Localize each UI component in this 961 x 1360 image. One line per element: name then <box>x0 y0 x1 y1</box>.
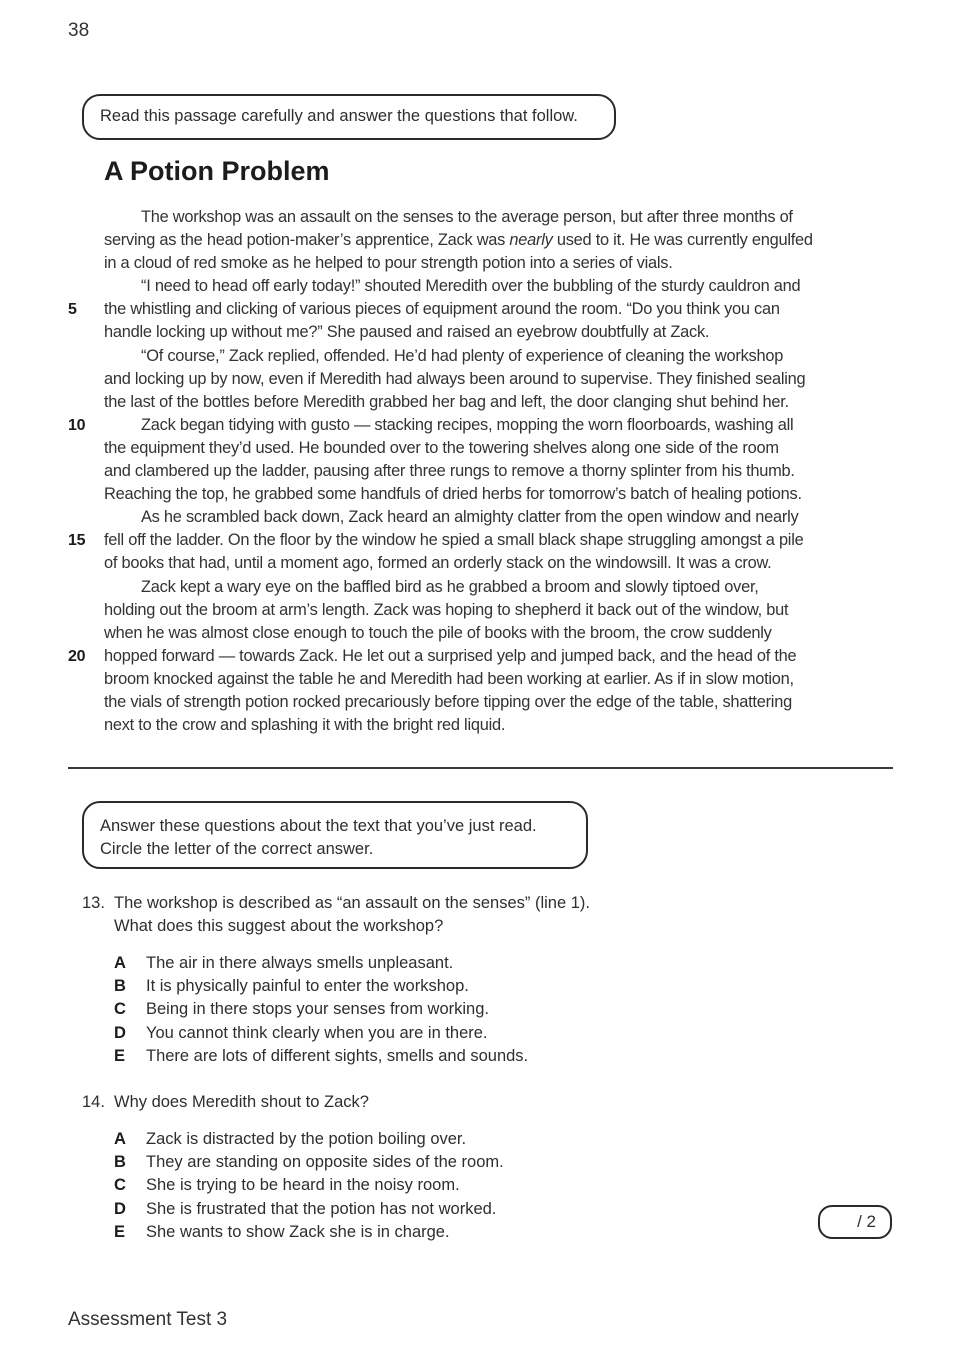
instruction-text: Read this passage carefully and answer the questions that follow. <box>100 107 578 125</box>
passage-line <box>104 345 894 368</box>
passage-line <box>104 275 894 298</box>
passage-line <box>104 206 894 229</box>
line-number: 20 <box>68 647 86 665</box>
passage-line <box>104 321 894 344</box>
passage-text-segment: holding out the broom at arm’s length. Zack was hoping to shepherd it back out of the window, but <box>104 600 789 619</box>
passage-line <box>104 668 894 691</box>
option-letter[interactable]: E <box>114 1222 126 1241</box>
passage-line <box>104 460 894 483</box>
passage-text-segment: handle locking up without me?” She paused and raised an eyebrow doubtfully at Zack. <box>104 323 710 342</box>
option-a[interactable] <box>114 1128 504 1151</box>
score-total: / 2 <box>857 1212 876 1231</box>
passage-title: A Potion Problem <box>104 156 330 186</box>
passage-line <box>68 298 894 321</box>
option-b[interactable] <box>114 975 528 998</box>
passage-line <box>68 529 894 552</box>
option-text: It is physically painful to enter the workshop. <box>146 977 469 996</box>
instruction-line-1: Answer these questions about the text that you’ve just read. <box>100 817 537 835</box>
passage-text-segment: in a cloud of red smoke as he helped to pour strength potion into a series of vials. <box>104 254 673 273</box>
option-letter[interactable]: C <box>114 1176 126 1195</box>
question-13 <box>82 892 590 938</box>
option-letter[interactable]: E <box>114 1046 126 1065</box>
passage-text-segment: Reaching the top, he grabbed some handfuls of dried herbs for tomorrow’s batch of healing potions. <box>104 485 802 504</box>
instruction-line-2: Circle the letter of the correct answer. <box>100 840 374 858</box>
passage-line <box>68 645 894 668</box>
passage-text-segment: of books that had, until a moment ago, formed an orderly stack on the windowsill. It was a crow. <box>104 554 772 573</box>
passage-text-segment: when he was almost close enough to touch the pile of books with the broom, the crow suddenly <box>104 623 772 642</box>
passage-line <box>104 391 894 414</box>
passage-text-segment: As he scrambled back down, Zack heard an almighty clatter from the open window and nearly <box>141 508 799 527</box>
passage-text-segment: and clambered up the ladder, pausing after three rungs to remove a thorny splinter from his thumb. <box>104 462 795 481</box>
option-text: She is trying to be heard in the noisy room. <box>146 1176 460 1195</box>
option-b[interactable] <box>114 1151 504 1174</box>
emphasis-text: nearly <box>509 231 553 250</box>
passage-text-segment: Zack began tidying with gusto — stacking recipes, mopping the worn floorboards, washing all <box>141 415 794 434</box>
passage-line <box>104 252 894 275</box>
passage-text-segment: the whistling and clicking of various pieces of equipment around the room. “Do you think you can <box>104 300 780 319</box>
passage-text-segment: Zack kept a wary eye on the baffled bird as he grabbed a broom and slowly tiptoed over, <box>141 577 759 596</box>
question-number: 14. <box>82 1093 105 1111</box>
option-letter[interactable]: C <box>114 1000 126 1019</box>
passage-text-segment: and locking up by now, even if Meredith had always been around to supervise. They finished sealing <box>104 369 806 388</box>
option-text: They are standing on opposite sides of the room. <box>146 1153 504 1172</box>
option-text: She wants to show Zack she is in charge. <box>146 1222 450 1241</box>
passage-text-segment: the equipment they’d used. He bounded over to the towering shelves along one side of the room <box>104 438 779 457</box>
option-letter[interactable]: D <box>114 1023 126 1042</box>
section-divider <box>68 767 893 769</box>
option-c[interactable] <box>114 998 528 1021</box>
instruction-box-bottom <box>82 801 588 869</box>
passage-text-segment: serving as the head potion-maker’s apprentice, Zack was <box>104 231 510 250</box>
passage-line <box>104 599 894 622</box>
option-letter[interactable]: A <box>114 1130 126 1148</box>
line-number: 15 <box>68 532 86 550</box>
option-letter[interactable]: B <box>114 1153 126 1172</box>
passage-text-segment: the vials of strength potion rocked precariously before tipping over the edge of the table, shattering <box>104 692 792 711</box>
question-text: The workshop is described as “an assault on the senses” (line 1). <box>114 894 590 912</box>
passage-line <box>104 622 894 645</box>
passage-line <box>68 414 894 437</box>
option-text: She is frustrated that the potion has not worked. <box>146 1199 497 1218</box>
passage-text-segment: The workshop was an assault on the senses to the average person, but after three months of <box>141 208 793 226</box>
passage-line <box>104 576 894 599</box>
passage-text-segment: used to it. He was currently engulfed <box>552 231 813 250</box>
question-14 <box>82 1091 369 1114</box>
passage-text-segment: hopped forward — towards Zack. He let out a surprised yelp and jumped back, and the head of the <box>104 646 797 665</box>
option-a[interactable] <box>114 952 528 975</box>
option-letter[interactable]: A <box>114 954 126 972</box>
option-letter[interactable]: D <box>114 1199 126 1218</box>
option-letter[interactable]: B <box>114 977 126 996</box>
option-text: You cannot think clearly when you are in there. <box>146 1023 488 1042</box>
passage-text-segment: “I need to head off early today!” shouted Meredith over the bubbling of the sturdy cauldron and <box>141 277 801 296</box>
page-number: 38 <box>68 20 90 41</box>
passage-text-segment: fell off the ladder. On the floor by the window he spied a small black shape struggling amongst a pile <box>104 531 804 550</box>
question-text: Why does Meredith shout to Zack? <box>114 1093 369 1111</box>
passage-line <box>104 714 894 737</box>
passage-line <box>104 368 894 391</box>
score-box[interactable] <box>818 1205 892 1239</box>
passage-text-segment: “Of course,” Zack replied, offended. He’d had plenty of experience of cleaning the workshop <box>141 346 784 365</box>
footer-test-name: Assessment Test 3 <box>68 1309 228 1330</box>
line-number: 10 <box>68 416 86 434</box>
option-text: The air in there always smells unpleasant. <box>146 954 454 972</box>
option-text: There are lots of different sights, smells and sounds. <box>146 1046 529 1065</box>
question-14-options <box>114 1128 504 1244</box>
passage-line <box>104 229 894 252</box>
passage-line <box>104 691 894 714</box>
question-text-line-2: What does this suggest about the workshop? <box>114 917 444 935</box>
passage-text-segment: the last of the bottles before Meredith grabbed her bag and left, the door clanging shut behind her. <box>104 392 789 411</box>
option-d[interactable] <box>114 1022 528 1045</box>
passage-line <box>104 483 894 506</box>
option-text: Zack is distracted by the potion boiling over. <box>146 1130 467 1148</box>
option-text: Being in there stops your senses from working. <box>146 1000 489 1019</box>
passage-text-segment: broom knocked against the table he and Meredith had been working at earlier. As if in slow motion, <box>104 669 794 688</box>
option-e[interactable] <box>114 1045 528 1068</box>
option-c[interactable] <box>114 1174 504 1197</box>
instruction-box-top <box>82 94 616 140</box>
question-13-options <box>114 952 528 1068</box>
option-d[interactable] <box>114 1198 504 1221</box>
passage-line <box>104 506 894 529</box>
passage-line <box>104 552 894 575</box>
question-number: 13. <box>82 894 105 912</box>
passage-text <box>68 206 894 737</box>
passage-text-segment: next to the crow and splashing it with the bright red liquid. <box>104 716 506 735</box>
line-number: 5 <box>68 301 77 319</box>
option-e[interactable] <box>114 1221 504 1244</box>
passage-line <box>104 437 894 460</box>
